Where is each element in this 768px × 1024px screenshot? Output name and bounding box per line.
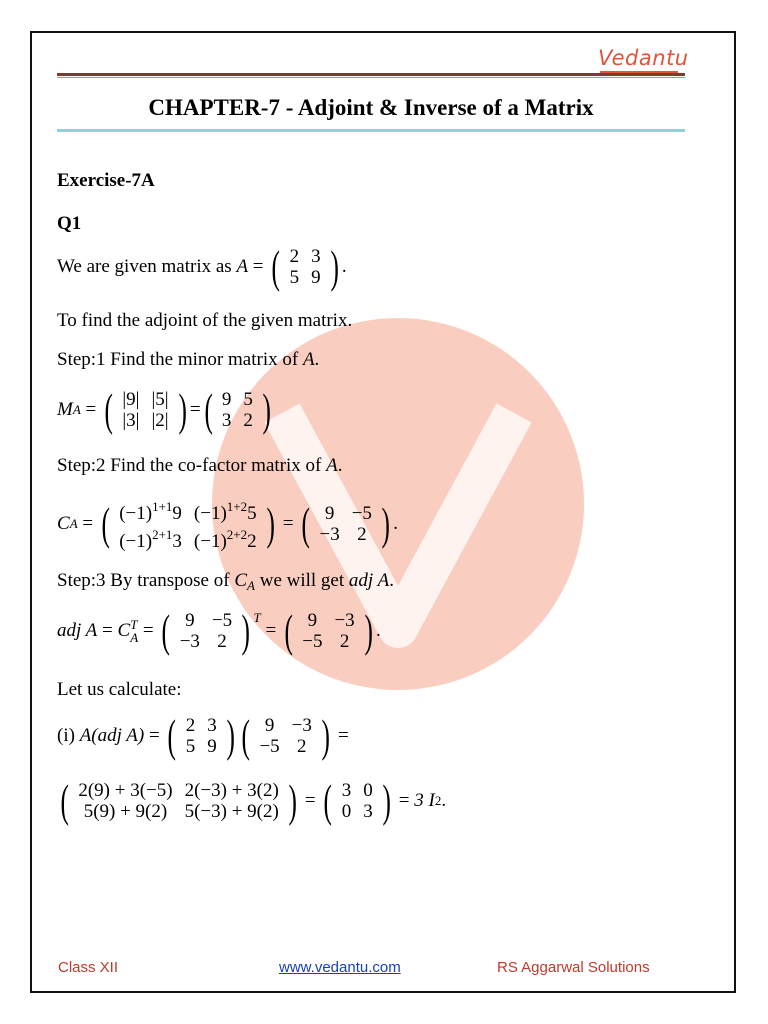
vedantu-logo: Vedantu xyxy=(598,46,689,70)
product-line: ( 2(9) + 3(−5) 2(−3) + 3(2) 5(9) + 9(2) 5(−3) + 9(2) ) = ( 3 0 0 3 ) = 3 I 2 . xyxy=(60,775,447,826)
given-matrix: 2 3 5 9 xyxy=(289,246,321,288)
question-heading: Q1 xyxy=(57,213,82,234)
step3-text: Step:3 By transpose of $C_A$ we will get adj A. xyxy=(57,570,394,593)
cofactor-matrix-expr: $(-1)^{1+1}9$ $(-1)^{1+2}5$ $(-1)^{2+1}3$ $(-1)^{2+2}2$ xyxy=(119,499,257,552)
given-line xyxy=(57,241,347,292)
paren-left: ( xyxy=(271,241,281,292)
minor-matrix-abs: |9| |5| |3| |2| xyxy=(122,389,169,431)
calc-matrix-adj: 9 −3 −5 2 xyxy=(259,715,312,757)
product-result-matrix: 3 0 0 3 xyxy=(341,780,373,822)
find-adjoint-text: To find the adjoint of the given matrix. xyxy=(57,310,353,331)
paren-right: ) xyxy=(330,241,339,292)
cofactor-matrix: 9 −5 −3 2 xyxy=(319,503,372,545)
footer-book-title: RS Aggarwal Solutions xyxy=(497,959,650,976)
minor-matrix: 9 5 3 2 xyxy=(221,389,253,431)
product-matrix: 2(9) + 3(−5) 2(−3) + 3(2) 5(9) + 9(2) 5(−3) + 9(2) xyxy=(78,780,279,822)
cofactor-matrix-transpose: 9 −5 −3 2 xyxy=(179,610,233,652)
given-suffix: . xyxy=(341,256,347,277)
given-eq: = xyxy=(248,256,269,277)
footer-website-link[interactable]: www.vedantu.com xyxy=(279,959,401,976)
footer-class: Class XII xyxy=(58,959,119,976)
header-rule xyxy=(57,73,685,76)
step2-text: Step:2 Find the co-factor matrix of A. xyxy=(57,455,343,476)
cofactor-equation: C A = ( $(-1)^{1+1}9$ $(-1)^{1+2}5$ $(-1)^{2+1}3$ $(-1)^{2+2}2$ ) = ( 9 −5 −3 2 ) . xyxy=(57,498,399,552)
given-prefix: We are given matrix as xyxy=(57,256,232,277)
exercise-heading: Exercise-7A xyxy=(57,170,155,191)
calc-line: (i) A(adj A) = ( 2 3 5 9 ) ( 9 −3 −5 2 ) = xyxy=(57,710,349,761)
adjoint-matrix: 9 −3 −5 2 xyxy=(302,610,355,652)
title-rule xyxy=(57,129,685,132)
given-var: A xyxy=(236,256,249,277)
calc-matrix-a: 2 3 5 9 xyxy=(185,715,217,757)
step1-text: Step:1 Find the minor matrix of A. xyxy=(57,349,320,370)
let-us-calculate: Let us calculate: xyxy=(57,679,182,700)
minor-equation: M A = ( |9| |5| |3| |2| ) = ( 9 5 3 2 ) xyxy=(57,384,271,435)
chapter-title: CHAPTER-7 - Adjoint & Inverse of a Matrix xyxy=(148,95,594,120)
adjoint-equation: adj A = C T A = ( 9 −5 −3 2 ) T = ( 9 −3 −5 2 ) . xyxy=(57,605,381,656)
header-rule-thin xyxy=(57,77,685,78)
